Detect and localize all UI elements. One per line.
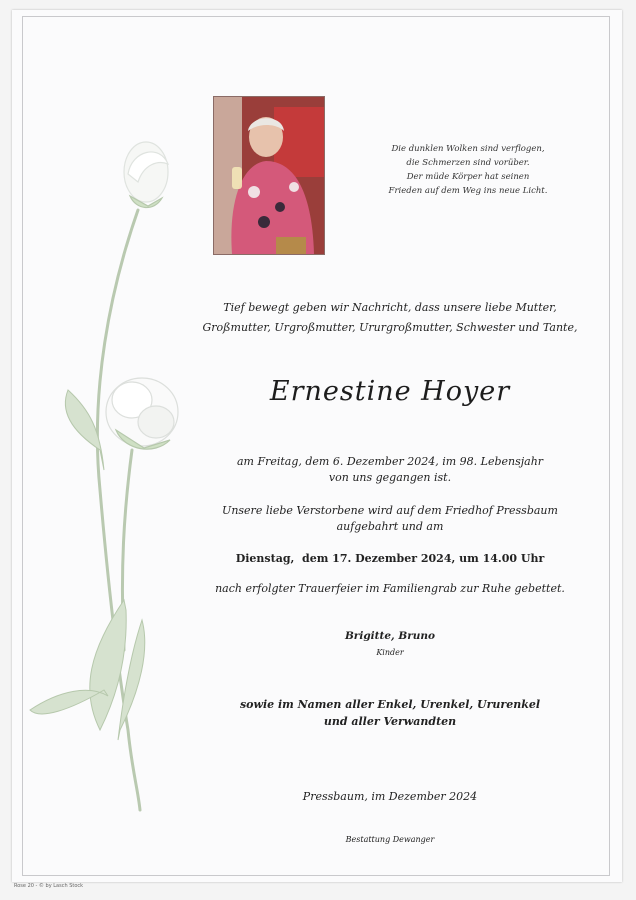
mourners-line: sowie im Namen aller Enkel, Urenkel, Ururenkel — [239, 698, 541, 711]
viewing-notice — [190, 503, 590, 535]
death-line: von uns gegangen ist. — [328, 471, 452, 484]
rose-bud-top — [124, 142, 168, 208]
white-rose-illustration — [20, 130, 200, 820]
children-names: Brigitte, Bruno — [344, 630, 436, 642]
verse-text — [380, 142, 556, 198]
intro-line: Großmutter, Urgroßmutter, Ururgroßmutter, Schwester und Tante, — [202, 321, 578, 334]
death-notice — [190, 454, 590, 486]
death-line: am Freitag, dem 6. Dezember 2024, im 98. Lebensjahr — [236, 455, 544, 468]
portrait-figure — [214, 97, 324, 254]
portrait-photo — [213, 96, 325, 255]
mourners-line: und aller Verwandten — [323, 715, 457, 728]
deceased-name: Ernestine Hoyer — [269, 376, 511, 407]
announcement-intro — [190, 298, 590, 338]
burial-notice: nach erfolgter Trauerfeier im Familiengrab zur Ruhe gebettet. — [215, 582, 565, 595]
intro-line: Tief bewegt geben wir Nachricht, dass unsere liebe Mutter, — [223, 301, 557, 314]
verse-line: die Schmerzen sind vorüber. — [406, 158, 530, 168]
other-mourners — [190, 696, 590, 730]
undertaker-name: Bestattung Dewanger — [345, 835, 435, 844]
viewing-line: aufgebahrt und am — [336, 520, 444, 533]
viewing-line: Unsere liebe Verstorbene wird auf dem Friedhof Pressbaum — [222, 504, 558, 517]
image-credit: Rose 20 - © by Lasch Stock — [14, 883, 84, 889]
verse-line: Frieden auf dem Weg ins neue Licht. — [388, 186, 548, 196]
funeral-date: Dienstag, dem 17. Dezember 2024, um 14.00 Uhr — [235, 552, 545, 565]
children-relation: Kinder — [376, 648, 404, 657]
rose-bloom — [106, 378, 178, 449]
verse-line: Der müde Körper hat seinen — [406, 172, 530, 182]
place-date: Pressbaum, im Dezember 2024 — [302, 790, 478, 803]
verse-line: Die dunklen Wolken sind verflogen, — [391, 144, 545, 154]
